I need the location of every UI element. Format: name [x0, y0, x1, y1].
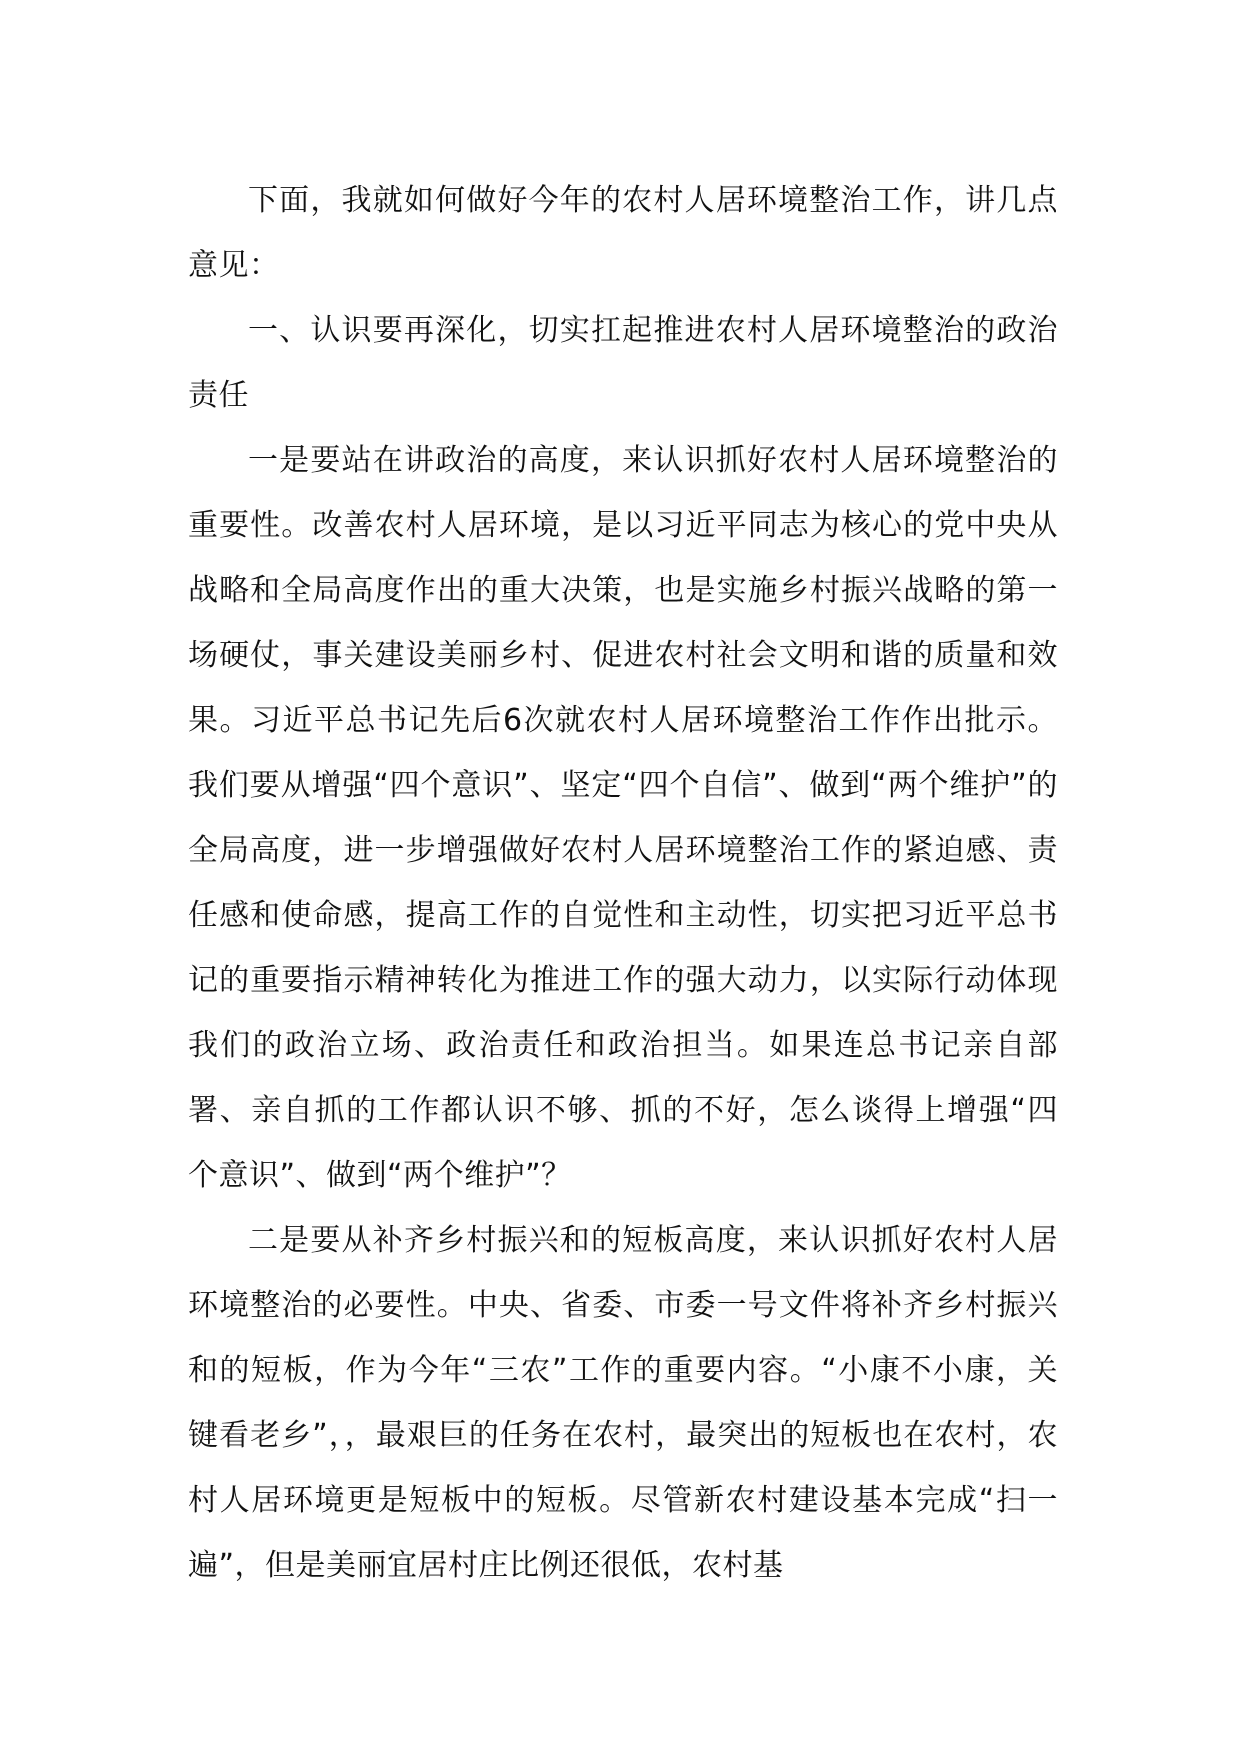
document-body — [188, 168, 1058, 1598]
paragraph-point-two: 二是要从补齐乡村振兴和的短板高度，来认识抓好农村人居环境整治的必要性。中央、省委、市委一号文件将补齐乡村振兴和的短板，作为今年“三农”工作的重要内容。“小康不小康，关键看老乡”，，最艰巨的任务在农村，最突出的短板也在农村，农村人居环境更是短板中的短板。尽管新农村建设基本完成“扫一遍”，但是美丽宜居村庄比例还很低，农村基 — [188, 1223, 1058, 1583]
section-heading-one: 一、认识要再深化，切实扛起推进农村人居环境整治的政治责任 — [188, 313, 1058, 413]
paragraph-intro: 下面，我就如何做好今年的农村人居环境整治工作，讲几点意见： — [188, 183, 1058, 283]
paragraph-point-one: 一是要站在讲政治的高度，来认识抓好农村人居环境整治的重要性。改善农村人居环境，是以习近平同志为核心的党中央从战略和全局高度作出的重大决策，也是实施乡村振兴战略的第一场硬仗，事关建设美丽乡村、促进农村社会文明和谐的质量和效果。习近平总书记先后6次就农村人居环境整治工作作出批示。我们要从增强“四个意识”、坚定“四个自信”、做到“两个维护”的全局高度，进一步增强做好农村人居环境整治工作的紧迫感、责任感和使命感，提高工作的自觉性和主动性，切实把习近平总书记的重要指示精神转化为推进工作的强大动力，以实际行动体现我们的政治立场、政治责任和政治担当。如果连总书记亲自部署、亲自抓的工作都认识不够、抓的不好，怎么谈得上增强“四个意识”、做到“两个维护”？ — [188, 443, 1058, 1193]
